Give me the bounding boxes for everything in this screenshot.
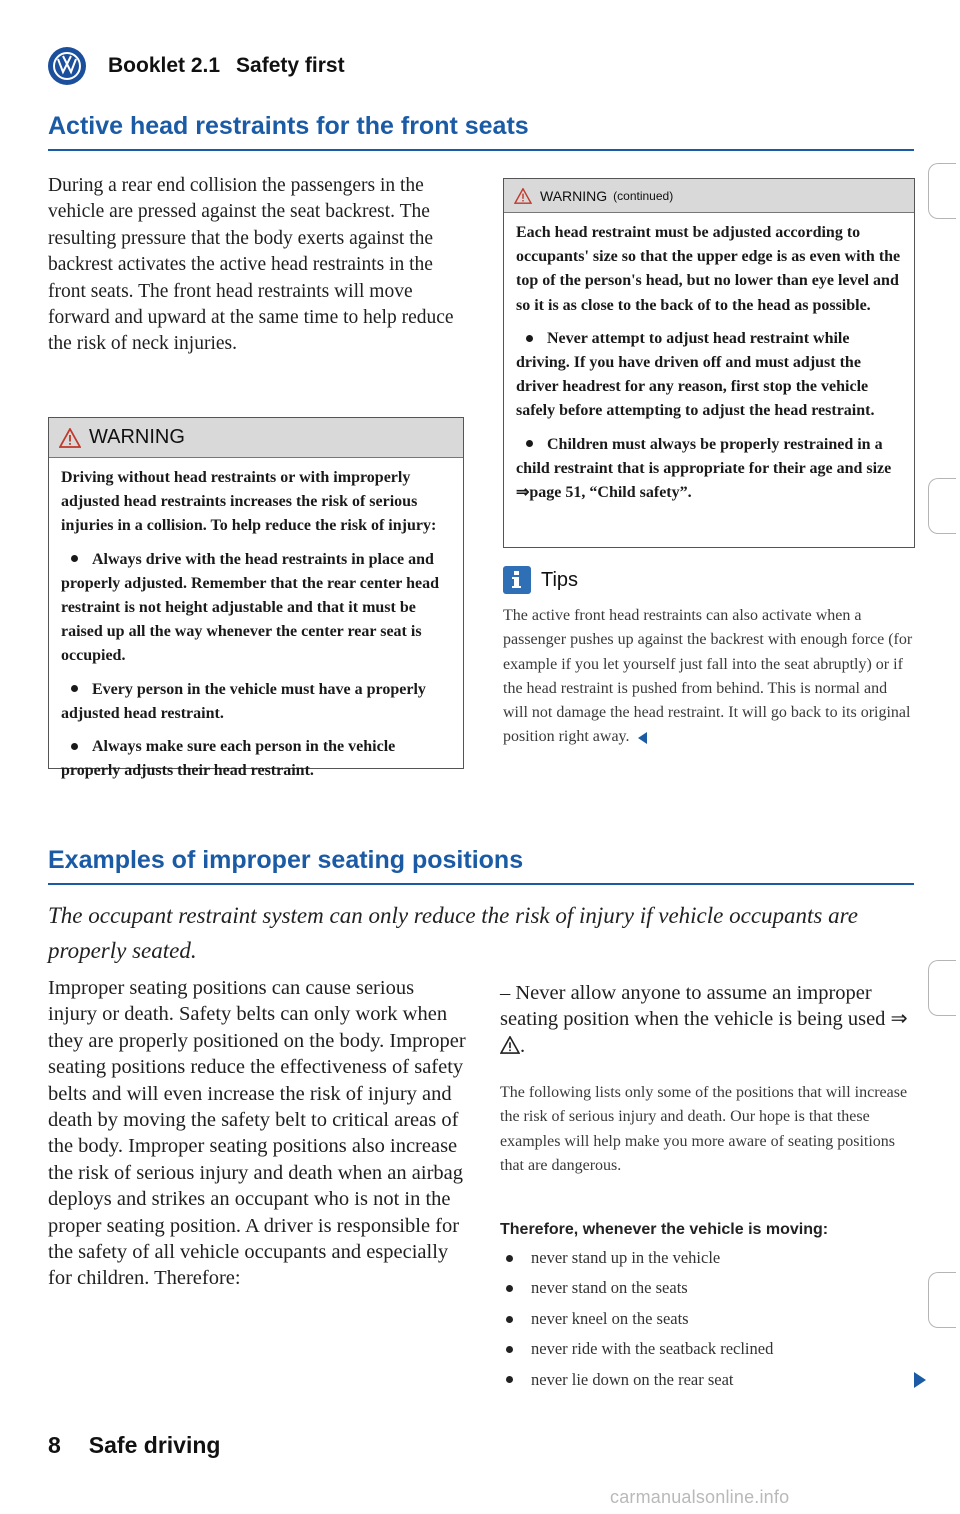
list-item-text: never kneel on the seats: [531, 1308, 689, 1328]
never-allow-text: – Never allow anyone to assume an improper seating position when the vehicle is being used ⇒: [500, 982, 908, 1031]
warning-continued-header: [504, 179, 914, 213]
list-item-text: never stand on the seats: [531, 1278, 688, 1298]
warning-triangle-icon: [59, 428, 81, 448]
section-label: Safety first: [236, 54, 345, 77]
section-title-head-restraints: Active head restraints for the front seats: [48, 112, 529, 140]
list-item: [500, 1334, 773, 1364]
warning-continued-box: [503, 178, 915, 548]
bullet-icon: [71, 555, 78, 562]
side-tab-marker: [928, 1272, 956, 1328]
bullet-icon: [506, 1285, 513, 1292]
lead-text: The occupant restraint system can only reduce the risk of injury if vehicle occupants are properly seated.: [48, 903, 858, 963]
continue-arrow-icon: [914, 1372, 926, 1388]
improper-seating-paragraph: [48, 975, 468, 1292]
warning-bullet-text: Always drive with the head restraints in place and properly adjusted. Remember that the rear center head restraint is not height adjustable and that it must be raised up all the way whenever the center rear seat is occupied.: [61, 550, 440, 665]
warning-triangle-icon: [514, 188, 532, 204]
chapter-label: Safe driving: [88, 1432, 221, 1458]
side-tab-marker: [928, 960, 956, 1016]
warning-bullet: [61, 678, 453, 726]
warning-bullet-text: Never attempt to adjust head restraint while driving. If you have driven off and must adjust the driver headrest for any reason, first stop the vehicle safely before attempting to adjust the head restraint.: [516, 329, 875, 420]
side-tab-marker: [928, 478, 956, 534]
warning-bullet: [516, 433, 904, 506]
bullet-icon: [506, 1376, 513, 1383]
moving-heading: Therefore, whenever the vehicle is moving:: [500, 1221, 829, 1238]
warning-bullet-text: Every person in the vehicle must have a properly adjusted head restraint.: [61, 680, 426, 722]
intro-paragraph-text: During a rear end collision the passengers in the vehicle are pressed against the seat backrest. The resulting pressure that the body exerts against the backrest activates the active head restraints in the front seats. The front head restraints will move forward and upward at the same time to help reduce the risk of neck injuries.: [48, 175, 454, 355]
warning-label: WARNING: [89, 426, 185, 448]
never-allow-paragraph: – Never allow anyone to assume an improper seating position when the vehicle is being used ⇒ .: [500, 982, 908, 1057]
list-item: [500, 1365, 773, 1395]
bullet-icon: [71, 743, 78, 750]
list-item-text: never ride with the seatback reclined: [531, 1339, 774, 1359]
tips-text-content: The active front head restraints can also activate when a passenger pushes up against the backrest with enough force (for example if you let yourself just fall into the seat abruptly) or if the head restraint is pushed from behind. This is normal and will not damage the head restraint. It will go back to its original position right away.: [503, 607, 913, 746]
warning-ref-icon: [500, 1036, 520, 1054]
warning-bullet: [61, 735, 453, 783]
list-item: [500, 1304, 773, 1334]
list-item-text: never lie down on the rear seat: [531, 1369, 734, 1389]
list-item-text: never stand up in the vehicle: [531, 1248, 721, 1267]
watermark: carmanualsonline.info: [610, 1487, 790, 1507]
moving-list: [500, 1243, 773, 1395]
bullet-icon: [506, 1346, 513, 1353]
warning-bullet-text: Children must always be properly restrained in a child restraint that is appropriate for their age and size ⇒page 51, “Child safety”.: [516, 435, 892, 502]
warning-bullet: [516, 327, 904, 424]
bullet-icon: [506, 1255, 513, 1262]
bullet-icon: [71, 685, 78, 692]
warning-body: [49, 458, 463, 798]
tips-text: [503, 604, 915, 750]
warning-intro: Driving without head restraints or with improperly adjusted head restraints increases the risk of serious injuries in a collision. To help reduce the risk of injury:: [61, 469, 437, 535]
following-paragraph: [500, 1081, 916, 1178]
vw-logo-icon: [48, 47, 86, 85]
following-text: The following lists only some of the positions that will increase the risk of serious injury and death. Our hope is that these examples will help make you more aware of seating positions that are dangerous.: [500, 1084, 908, 1174]
page-number: 8: [48, 1432, 61, 1458]
warning-header: [49, 418, 463, 458]
warning-continued-intro: Each head restraint must be adjusted according to occupants' size so that the upper edge is as even with the top of the person's head, but no lower than eye level and so it is as close to the back of to the head as possible.: [516, 224, 901, 314]
improper-seating-text: Improper seating positions can cause serious injury or death. Safety belts can only work when they are properly positioned on the body. Improper seating positions reduce the effectiveness of safety belts and will even increase the risk of injury and death by moving the safety belt to critical areas of the body. Improper seating positions also increase the risk of serious injury and death when an airbag deploys and strikes an occupant who is not in the proper seating position. A driver is responsible for the safety of all vehicle occupants and especially for children. Therefore:: [48, 977, 466, 1290]
side-tab-marker: [928, 163, 956, 219]
warning-continued-label: WARNING: [540, 187, 608, 204]
section-divider: [48, 883, 914, 885]
section-title-improper-seating: Examples of improper seating positions: [48, 846, 524, 874]
end-marker-icon: [638, 732, 647, 744]
tips-label: Tips: [541, 568, 579, 591]
tips-header: [503, 566, 578, 594]
warning-box: [48, 417, 464, 780]
page-header: [48, 46, 345, 86]
bullet-icon: [506, 1316, 513, 1323]
intro-paragraph: [48, 173, 464, 358]
warning-continued-suffix: (continued): [613, 188, 674, 203]
list-item: [500, 1243, 773, 1273]
warning-continued-body: [504, 213, 914, 520]
info-icon: [503, 566, 531, 594]
bullet-icon: [526, 440, 533, 447]
bullet-icon: [526, 335, 533, 342]
warning-bullet-text: Always make sure each person in the vehicle properly adjusts their head restraint.: [61, 738, 396, 780]
booklet-label: Booklet 2.1: [108, 54, 221, 77]
list-item: [500, 1273, 773, 1303]
page-footer: [48, 1432, 220, 1459]
warning-bullet: [61, 548, 453, 669]
section-divider: [48, 149, 914, 151]
